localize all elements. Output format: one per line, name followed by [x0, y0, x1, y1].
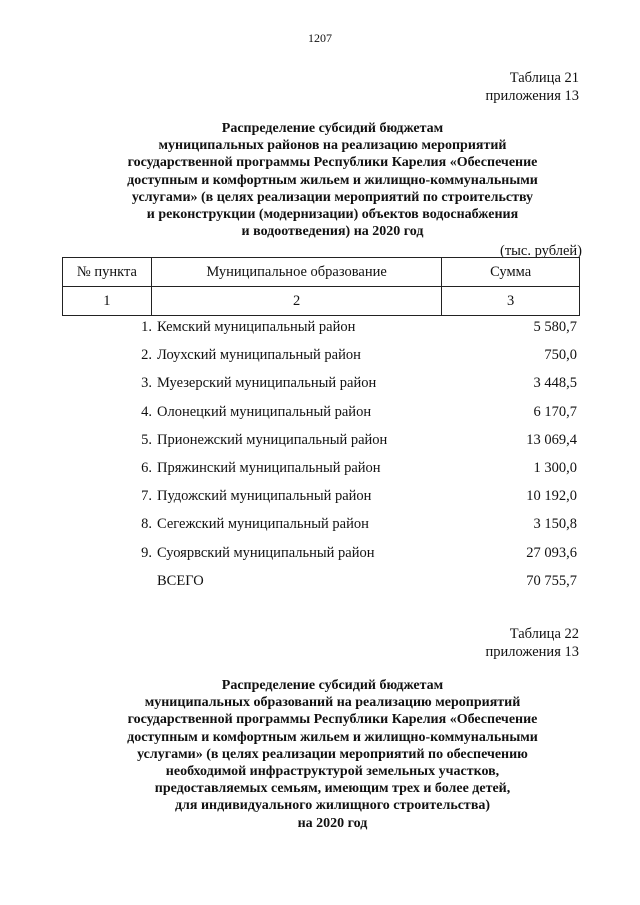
heading-line: для индивидуального жилищного строительства) [174, 798, 491, 814]
row-amount: 750,0 [544, 347, 577, 364]
table-row [62, 454, 580, 482]
row-municipality: Пряжинский муниципальный район [157, 459, 381, 476]
heading-line: доступным и комфортным жильем и жилищно-коммунальными [127, 172, 538, 188]
heading-line: услугами» (в целях реализации мероприятий по обеспечению [137, 746, 528, 762]
row-number: 4. [141, 403, 152, 420]
total-row [62, 567, 580, 595]
row-municipality: Кемский муниципальный район [157, 319, 356, 335]
table21-heading [80, 120, 585, 240]
heading-line: необходимой инфраструктурой земельных участков, [165, 764, 500, 780]
table-row [62, 369, 580, 397]
row-amount: 6 170,7 [533, 403, 577, 420]
table-row [62, 341, 580, 369]
page-number: 1207 [308, 31, 332, 45]
row-municipality: Суоярвский муниципальный район [157, 544, 375, 561]
table-row [62, 539, 580, 567]
table-row [62, 426, 580, 454]
heading-line: предоставляемых семьям, имеющим трех и более детей, [154, 781, 511, 797]
row-amount: 13 069,4 [526, 431, 577, 448]
table21-label-line2: приложения 13 [485, 88, 579, 104]
column-number-cell: 3 [442, 287, 580, 316]
header-row [63, 258, 580, 287]
table-row [62, 313, 580, 341]
table21-label [486, 69, 579, 105]
row-number: 7. [141, 488, 152, 505]
row-amount: 10 192,0 [526, 488, 577, 505]
heading-line: муниципальных районов на реализацию мероприятий [158, 138, 507, 154]
row-number: 8. [141, 516, 152, 533]
column-number-cell: 2 [151, 287, 441, 316]
row-number: 1. [141, 319, 152, 335]
total-amount: 70 755,7 [526, 572, 577, 589]
row-amount: 27 093,6 [526, 544, 577, 561]
table-row [62, 482, 580, 510]
table22-label-line1: Таблица 22 [509, 626, 579, 642]
row-number: 5. [141, 431, 152, 448]
heading-line: Распределение субсидий бюджетам [221, 678, 444, 693]
row-amount: 5 580,7 [533, 319, 577, 335]
heading-line: на 2020 год [297, 815, 368, 831]
column-number-row [63, 287, 580, 316]
table21-header-grid [62, 257, 580, 316]
header-cell-number: № пункта [63, 258, 152, 287]
units-note: (тыс. рублей) [500, 243, 582, 259]
row-amount: 3 150,8 [533, 516, 577, 533]
row-number: 9. [141, 544, 152, 561]
table-row [62, 510, 580, 538]
header-cell-municipality: Муниципальное образование [151, 258, 441, 287]
table22-heading [80, 677, 585, 832]
table21-body [62, 313, 580, 595]
heading-line: услугами» (в целях реализации мероприятий по строительству [131, 189, 534, 205]
row-municipality: Сегежский муниципальный район [157, 516, 369, 533]
row-amount: 3 448,5 [533, 375, 577, 392]
heading-line: и водоотведения) на 2020 год [241, 224, 424, 240]
heading-line: и реконструкции (модернизации) объектов водоснабжения [146, 207, 519, 223]
column-number-cell: 1 [63, 287, 152, 316]
table22-label-line2: приложения 13 [485, 644, 579, 660]
row-municipality: Пудожский муниципальный район [157, 488, 372, 505]
row-municipality: Олонецкий муниципальный район [157, 403, 372, 420]
row-municipality: Лоухский муниципальный район [157, 347, 361, 364]
heading-line: Распределение субсидий бюджетам [221, 121, 444, 136]
header-cell-amount: Сумма [442, 258, 580, 287]
table-row [62, 398, 580, 426]
row-municipality: Прионежский муниципальный район [157, 431, 388, 448]
row-number: 3. [141, 375, 152, 392]
table21-label-line1: Таблица 21 [509, 70, 579, 86]
row-number: 2. [141, 347, 152, 364]
total-label: ВСЕГО [157, 572, 204, 589]
heading-line: муниципальных образований на реализацию мероприятий [144, 695, 521, 711]
row-municipality: Муезерский муниципальный район [157, 375, 377, 392]
row-amount: 1 300,0 [533, 459, 577, 476]
table22-label [486, 625, 579, 661]
row-number: 6. [141, 459, 152, 476]
heading-line: государственной программы Республики Карелия «Обеспечение [127, 712, 538, 728]
heading-line: доступным и комфортным жильем и жилищно-коммунальными [127, 729, 538, 745]
heading-line: государственной программы Республики Карелия «Обеспечение [127, 155, 538, 171]
